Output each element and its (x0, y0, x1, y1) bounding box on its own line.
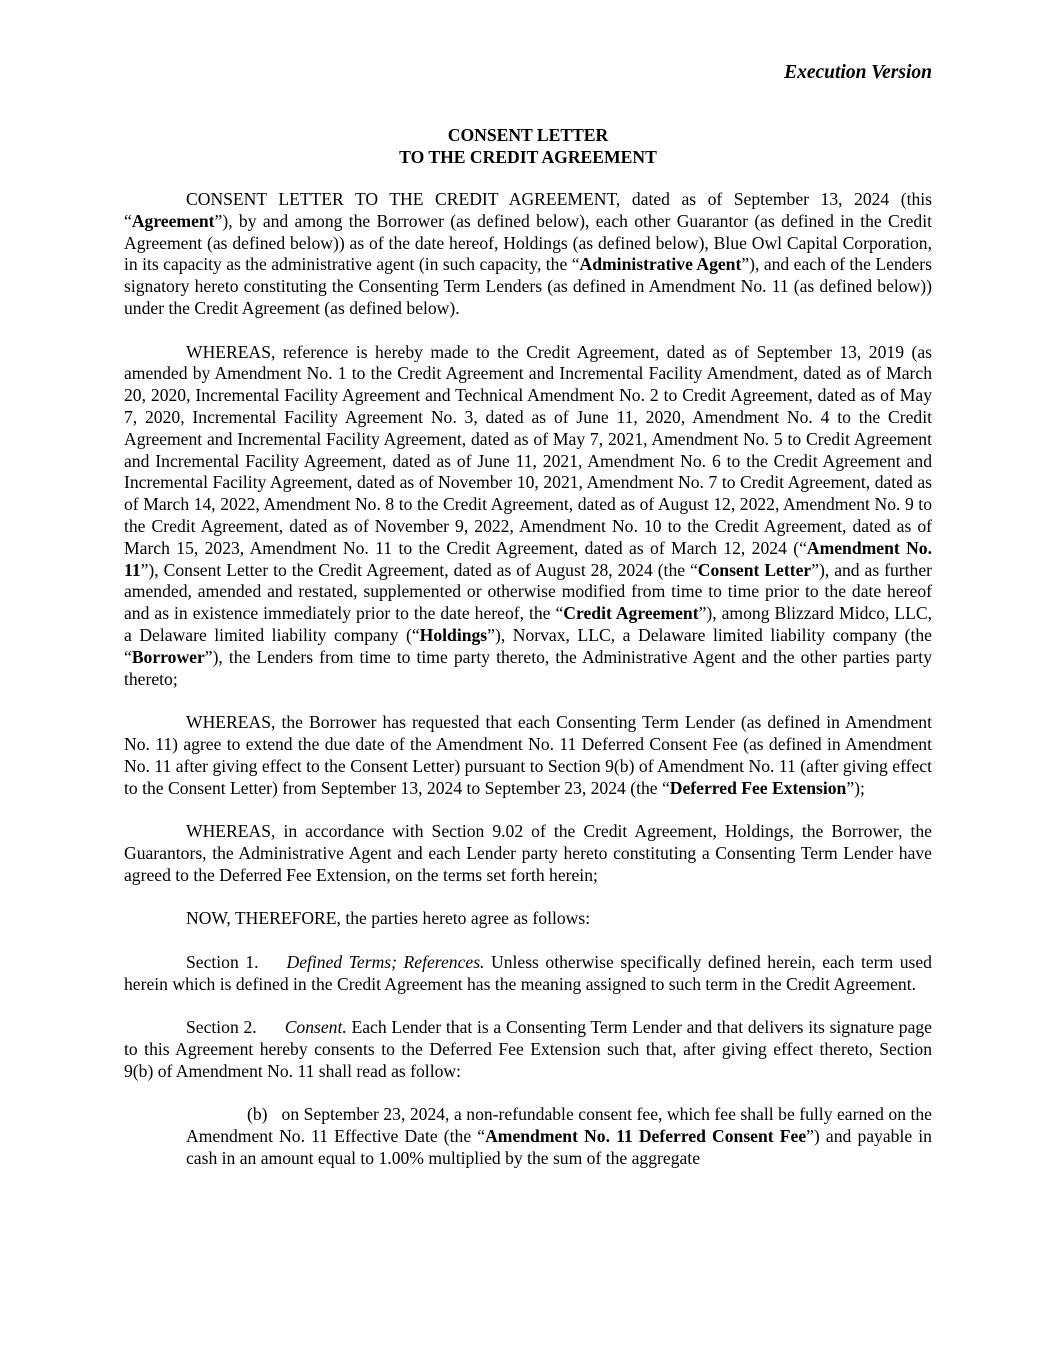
now-therefore-paragraph: NOW, THEREFORE, the parties hereto agree as follows: (186, 908, 591, 929)
intro-paragraph: CONSENT LETTER TO THE CREDIT AGREEMENT, dated as of September 13, 2024 (this “Agreement”), by and among the Borrower (as defined below), each other Guarantor (as defined in the Credit Agreement (as defined below)) as of the date hereof, Holdings (as defined below), Blue Owl Capital Corporation, in its capacity as the administrative agent (in such capacity, the “Administrative Agent”), and each of the Lenders signatory hereto constituting the Consenting Term Lenders (as defined in Amendment No. 11 (as defined below)) under the Credit Agreement (as defined below). (124, 189, 932, 318)
whereas-paragraph-3: WHEREAS, in accordance with Section 9.02 of the Credit Agreement, Holdings, the Borrower, the Guarantors, the Administrative Agent and each Lender party hereto constituting a Consenting Term Lender have agreed to the Deferred Fee Extension, on the terms set forth herein; (124, 821, 932, 885)
clause-b-paragraph: (b) on September 23, 2024, a non-refundable consent fee, which fee shall be fully earned on the Amendment No. 11 Effective Date (the “Amendment No. 11 Deferred Consent Fee”) and payable in cash in an amount equal to 1.00% multiplied by the sum of the aggregate (186, 1104, 932, 1169)
document-page (124, 60, 932, 1170)
whereas-paragraph-2: WHEREAS, the Borrower has requested that each Consenting Term Lender (as defined in Amendment No. 11) agree to extend the due date of the Amendment No. 11 Deferred Consent Fee (as defined in Amendment No. 11 after giving effect to the Consent Letter) pursuant to Section 9(b) of Amendment No. 11 (after giving effect to the Consent Letter) from September 13, 2024 to September 23, 2024 (the “Deferred Fee Extension”); (124, 712, 932, 798)
section-2-paragraph: Section 2. Consent. Each Lender that is a Consenting Term Lender and that delivers its signature page to this Agreement hereby consents to the Deferred Fee Extension such that, after giving effect thereto, Section 9(b) of Amendment No. 11 shall read as follow: (124, 1017, 932, 1081)
document-title (124, 124, 932, 168)
section-1-label: Section 1. (186, 951, 259, 972)
section-2-label: Section 2. (186, 1017, 257, 1038)
title-line-1: CONSENT LETTER (447, 125, 609, 145)
clause-b-label: (b) (247, 1104, 268, 1125)
section-1-heading: Defined Terms; References. (286, 951, 485, 972)
section-2-heading: Consent. (284, 1017, 347, 1038)
execution-version-label: Execution Version (784, 62, 932, 83)
title-line-2: TO THE CREDIT AGREEMENT (399, 147, 657, 167)
section-1-paragraph: Section 1. Defined Terms; References. Unless otherwise specifically defined herein, each term used herein which is defined in the Credit Agreement has the meaning assigned to such term in the Credit Agreement. (124, 951, 932, 994)
whereas-paragraph-1: WHEREAS, reference is hereby made to the Credit Agreement, dated as of September 13, 2019 (as amended by Amendment No. 1 to the Credit Agreement and Incremental Facility Amendment, dated as of March 20, 2020, Incremental Facility Agreement and Technical Amendment No. 2 to Credit Agreement, dated as of May 7, 2020, Incremental Facility Agreement No. 3, dated as of June 11, 2020, Amendment No. 4 to the Credit Agreement and Incremental Facility Agreement, dated as of May 7, 2021, Amendment No. 5 to Credit Agreement and Incremental Facility Agreement, dated as of June 11, 2021, Amendment No. 6 to the Credit Agreement and Incremental Facility Agreement, dated as of November 10, 2021, Amendment No. 7 to Credit Agreement, dated as of March 14, 2022, Amendment No. 8 to the Credit Agreement, dated as of August 12, 2022, Amendment No. 9 to the Credit Agreement, dated as of November 9, 2022, Amendment No. 10 to the Credit Agreement, dated as of March 15, 2023, Amendment No. 11 to the Credit Agreement, dated as of March 12, 2024 (“Amendment No. 11”), Consent Letter to the Credit Agreement, dated as of August 28, 2024 (the “Consent Letter”), and as further amended, amended and restated, supplemented or otherwise modified from time to time prior to the date hereof and as in existence immediately prior to the date hereof, the “Credit Agreement”), among Blizzard Midco, LLC, a Delaware limited liability company (“Holdings”), Norvax, LLC, a Delaware limited liability company (the “Borrower”), the Lenders from time to time party thereto, the Administrative Agent and the other parties party thereto; (124, 341, 933, 689)
